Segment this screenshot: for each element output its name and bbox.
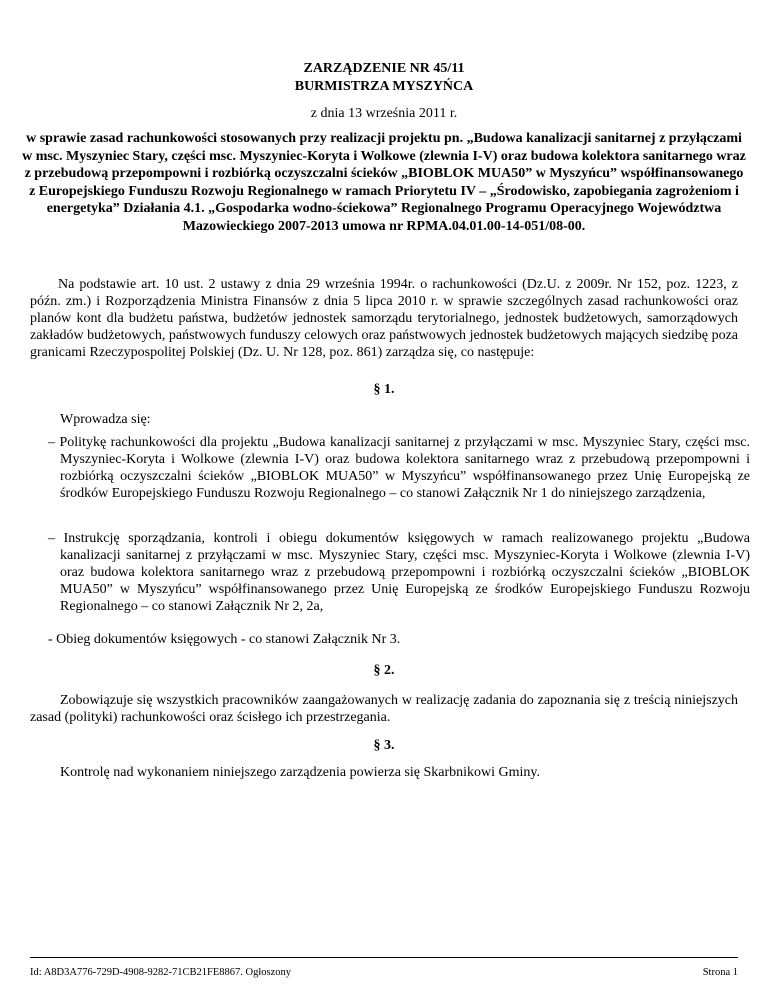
document-title-issuer: BURMISTRZA MYSZYŃCA (294, 79, 474, 94)
document-title-number: ZARZĄDZENIE NR 45/11 (303, 61, 465, 76)
section-1-item-1: – Politykę rachunkowości dla projektu „Budowa kanalizacji sanitarnej z przyłączami w msc. Myszyniec Stary, części msc. Myszyniec-Koryta i Wolkowe (zlewnia I-V) oraz budowa kolektora sanitarnego wraz z przebudową przepompowni i rozbiórką oczyszczalni ścieków „BIOBLOK MUA50” w Myszyńcu” współfinansowanego przez Unię Europejską ze środków Europejskiego Funduszu Rozwoju Regionalnego – co stanowi Załącznik Nr 1 do niniejszego zarządzenia, (48, 435, 750, 501)
preamble-paragraph: Na podstawie art. 10 ust. 2 ustawy z dnia 29 września 1994r. o rachunkowości (Dz.U. z 2009r. Nr 152, poz. 1223, z późn. zm.) i Rozporządzenia Ministra Finansów z dnia 5 lipca 2010 r. w sprawie szczególnych zasad rachunkowości oraz planów kont dla budżetu państwa, budżetów jednostek samorządu terytorialnego, jednostek budżetowych, samorządowych zakładów budżetowych, państwowych funduszy celowych oraz państwowych jednostek budżetowych mających siedzibę poza granicami Rzeczypospolitej Polskiej (Dz. U. Nr 128, poz. 861) zarządza się, co następuje: (30, 277, 738, 360)
section-2-text: Zobowiązuje się wszystkich pracowników zaangażowanych w realizację zadania do zapoznania się z treścią niniejszych zasad (polityki) rachunkowości oraz ścisłego ich przestrzegania. (30, 693, 738, 725)
document-date: z dnia 13 września 2011 r. (310, 106, 458, 121)
footer-divider (30, 957, 738, 958)
section-2-heading: § 2. (373, 663, 395, 678)
document-subject: w sprawie zasad rachunkowości stosowanych przy realizacji projektu pn. „Budowa kanalizacji sanitarnej z przyłączami w msc. Myszyniec Stary, części msc. Myszyniec-Koryta i Wolkowe (zlewnia I-V) oraz budowa kolektora sanitarnego wraz z przebudową przepompowni i rozbiórką oczyszczalni ścieków „BIOBLOK MUA50” w Myszyńcu” współfinansowanego z Europejskiego Funduszu Rozwoju Regionalnego w ramach Priorytetu IV – „Środowisko, zapobiegania zagrożeniom i energetyka” Działania 4.1. „Gospodarka wodno-ściekowa” Regionalnego Programu Operacyjnego Województwa Mazowieckiego 2007-2013 umowa nr RPMA.04.01.00-14-051/08-00. (22, 131, 746, 234)
footer-page-number: Strona 1 (702, 967, 738, 978)
section-3-heading: § 3. (373, 738, 395, 753)
section-1-heading: § 1. (373, 382, 395, 397)
section-3-text: Kontrolę nad wykonaniem niniejszego zarządzenia powierza się Skarbnikowi Gminy. (60, 765, 540, 780)
section-1-intro: Wprowadza się: (60, 412, 151, 427)
footer-document-id: Id: A8D3A776-729D-4908-9282-71CB21FE8867. Ogłoszony (30, 967, 292, 978)
section-1-item-3: - Obieg dokumentów księgowych - co stanowi Załącznik Nr 3. (48, 632, 401, 647)
section-1-item-2: – Instrukcję sporządzania, kontroli i obiegu dokumentów księgowych w ramach realizowanego projektu „Budowa kanalizacji sanitarnej z przyłączami w msc. Myszyniec Stary, części msc. Myszyniec-Koryta i Wolkowe (zlewnia I-V) oraz budowa kolektora sanitarnego wraz z przebudową przepompowni i rozbiórką oczyszczalni ścieków „BIOBLOK MUA50” w Myszyńcu” współfinansowanego przez Unię Europejską ze środków Europejskiego Funduszu Rozwoju Regionalnego – co stanowi Załącznik Nr 2, 2a, (48, 531, 750, 614)
